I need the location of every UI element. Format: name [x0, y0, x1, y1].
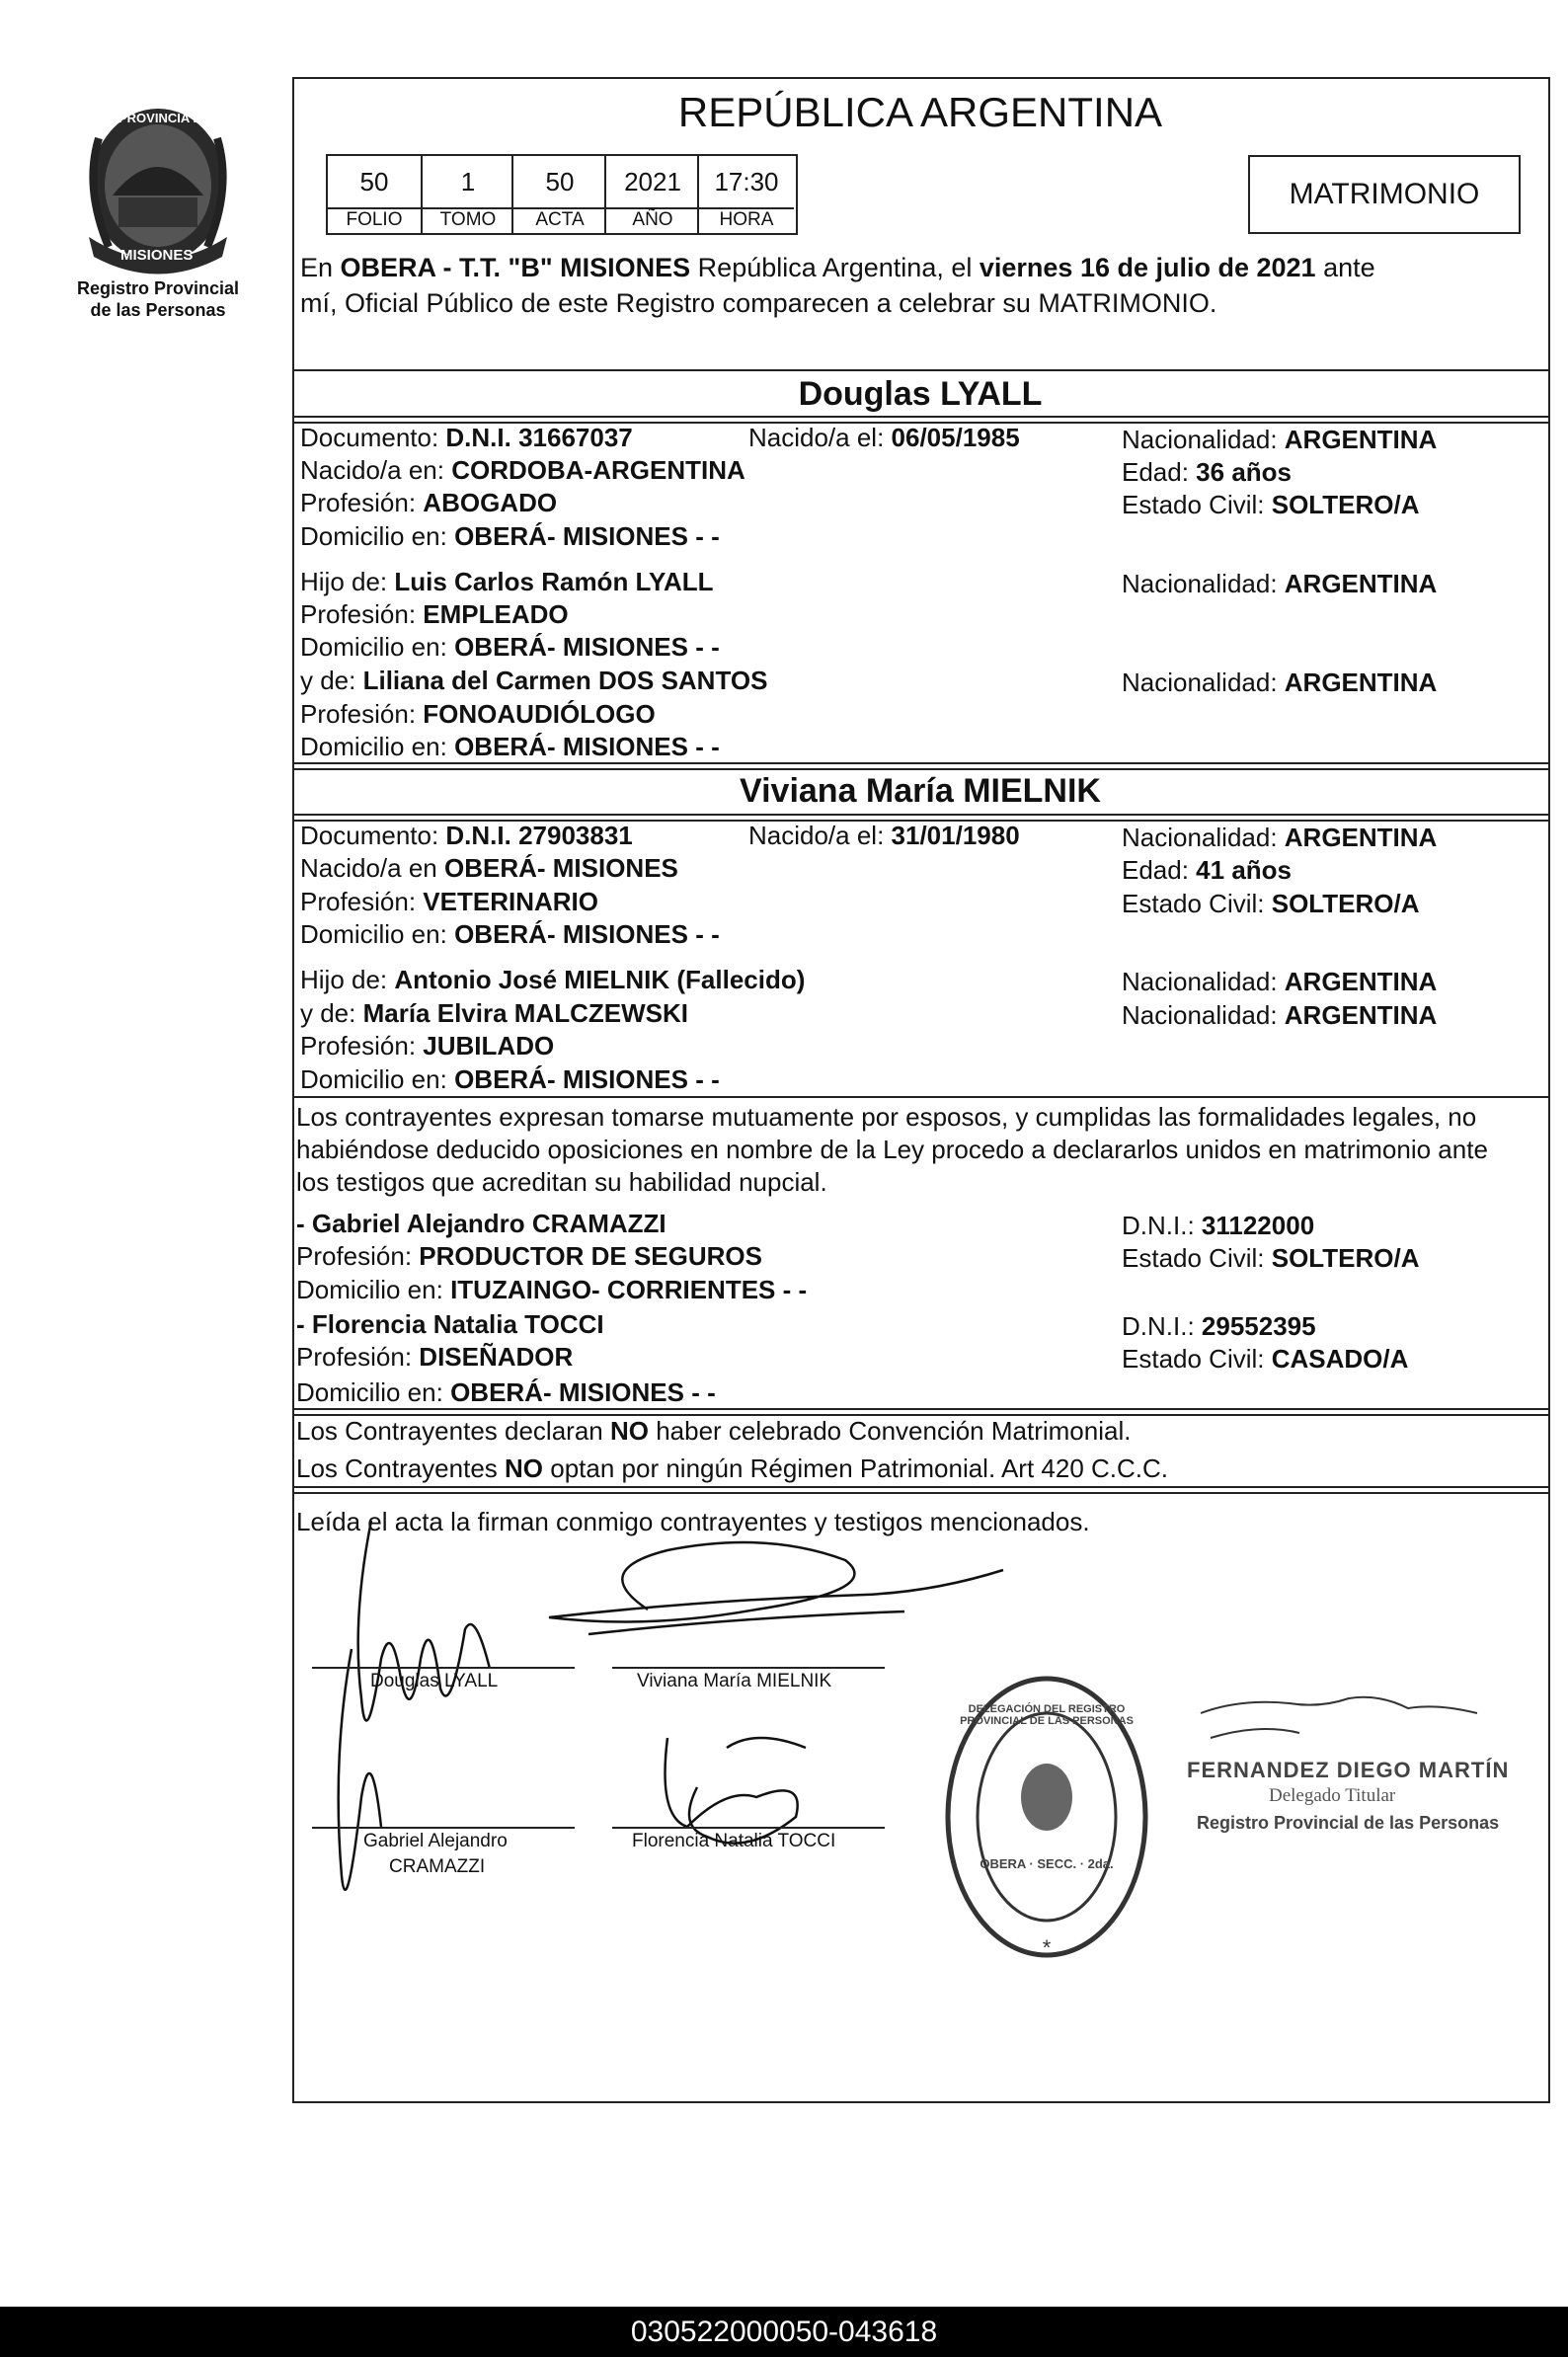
record-field-value: 2021	[606, 156, 699, 209]
record-fields	[326, 154, 798, 235]
spouse1-father-domicile: Domicilio en: OBERÁ- MISIONES - -	[300, 632, 720, 662]
convention-line2: Los Contrayentes NO optan por ningún Régimen Patrimonial. Art 420 C.C.C.	[296, 1453, 1169, 1483]
declaration-line1: Los contrayentes expresan tomarse mutuamente por esposos, y cumplidas las formalidades legales, no	[296, 1102, 1477, 1132]
logo-caption-line2: de las Personas	[90, 300, 226, 320]
spouse1-name: Douglas LYALL	[798, 375, 1043, 413]
signature-douglas-lyall: Douglas LYALL	[370, 1671, 499, 1691]
spouse2-father-nationality: Nacionalidad: ARGENTINA	[1122, 967, 1438, 996]
spouse2-father: Hijo de: Antonio José MIELNIK (Fallecido)	[300, 965, 806, 994]
witness1-name: - Gabriel Alejandro CRAMAZZI	[296, 1209, 666, 1238]
record-field-folio	[328, 156, 421, 233]
document-title: REPÚBLICA ARGENTINA	[677, 89, 1163, 135]
official-office: Registro Provincial de las Personas	[1197, 1813, 1500, 1833]
signature-gabriel-cramazzi-2: CRAMAZZI	[389, 1856, 486, 1877]
witness2-name: - Florencia Natalia TOCCI	[296, 1309, 604, 1339]
record-field-hora	[697, 156, 794, 233]
record-field-año	[604, 156, 699, 233]
spouse2-age: Edad: 41 años	[1122, 855, 1292, 885]
spouse1-birthplace: Nacido/a en: CORDOBA-ARGENTINA	[300, 455, 745, 485]
record-field-value: 1	[423, 156, 513, 209]
spouse1-civil-status: Estado Civil: SOLTERO/A	[1122, 490, 1420, 519]
declaration-line3: los testigos que acreditan su habilidad nupcial.	[296, 1167, 827, 1197]
spouse1-mother-profession: Profesión: FONOAUDIÓLOGO	[300, 699, 656, 729]
logo-caption-line1: Registro Provincial	[76, 278, 240, 298]
official-name: FERNANDEZ DIEGO MARTÍN	[1187, 1758, 1510, 1782]
stamp-ring-text: DELEGACIÓN DEL REGISTRO PROVINCIAL DE LAS PERSONAS	[960, 1703, 1134, 1727]
witness1-civil-status: Estado Civil: SOLTERO/A	[1122, 1243, 1420, 1273]
emblem-text-bottom: MISIONES	[120, 247, 194, 264]
record-field-tomo	[421, 156, 513, 233]
spouse2-mother-domicile: Domicilio en: OBERÁ- MISIONES - -	[300, 1064, 720, 1094]
signatures-intro: Leída el acta la firman conmigo contrayentes y testigos mencionados.	[296, 1507, 1090, 1536]
act-type: MATRIMONIO	[1289, 178, 1480, 210]
spouse1-birthdate: Nacido/a el: 06/05/1985	[748, 423, 1020, 452]
intro-date: viernes 16 de julio de 2021	[979, 253, 1316, 282]
witness2-civil-status: Estado Civil: CASADO/A	[1122, 1344, 1409, 1374]
barcode-number: 030522000050-043618	[630, 2316, 938, 2348]
record-field-label: ACTA	[535, 209, 585, 230]
spouse2-mother-nationality: Nacionalidad: ARGENTINA	[1122, 1000, 1438, 1030]
record-field-value: 17:30	[699, 156, 794, 209]
spouse1-domicile: Domicilio en: OBERÁ- MISIONES - -	[300, 521, 720, 551]
witness1-profession: Profesión: PRODUCTOR DE SEGUROS	[296, 1241, 762, 1271]
spouse2-nationality: Nacionalidad: ARGENTINA	[1122, 823, 1438, 852]
spouse2-domicile: Domicilio en: OBERÁ- MISIONES - -	[300, 919, 720, 949]
spouse2-birthplace: Nacido/a en OBERÁ- MISIONES	[300, 853, 678, 883]
spouse2-mother-profession: Profesión: JUBILADO	[300, 1031, 555, 1061]
spouse1-age: Edad: 36 años	[1122, 457, 1292, 487]
spouse1-father: Hijo de: Luis Carlos Ramón LYALL	[300, 567, 714, 596]
witness2-profession: Profesión: DISEÑADOR	[296, 1342, 574, 1372]
signature-florencia-tocci: Florencia Natalia TOCCI	[632, 1831, 836, 1851]
witness1-domicile: Domicilio en: ITUZAINGO- CORRIENTES - -	[296, 1275, 808, 1304]
signature-viviana-mielnik: Viviana María MIELNIK	[637, 1671, 832, 1691]
record-field-label: FOLIO	[346, 209, 403, 230]
spouse2-birthdate: Nacido/a el: 31/01/1980	[748, 821, 1020, 850]
declaration-line2: habiéndose deducido oposiciones en nombre de la Ley procedo a declararlos unidos en matrimonio ante	[296, 1135, 1488, 1164]
spouse2-profession: Profesión: VETERINARIO	[300, 887, 598, 916]
record-field-acta	[511, 156, 606, 233]
spouse1-mother-nationality: Nacionalidad: ARGENTINA	[1122, 668, 1438, 697]
spouse2-civil-status: Estado Civil: SOLTERO/A	[1122, 889, 1420, 918]
spouse1-profession: Profesión: ABOGADO	[300, 488, 558, 517]
spouse2-name: Viviana María MIELNIK	[740, 772, 1101, 810]
intro-place: OBERA - T.T. "B" MISIONES	[340, 253, 691, 282]
spouse1-father-profession: Profesión: EMPLEADO	[300, 599, 569, 629]
emblem-text-top: PROVINCIA DE	[118, 111, 211, 125]
convention-line1: Los Contrayentes declaran NO haber celebrado Convención Matrimonial.	[296, 1416, 1132, 1446]
spouse1-document: Documento: D.N.I. 31667037	[300, 423, 633, 452]
witness1-dni: D.N.I.: 31122000	[1122, 1211, 1315, 1240]
spouse2-mother: y de: María Elvira MALCZEWSKI	[300, 998, 688, 1028]
spouse1-father-nationality: Nacionalidad: ARGENTINA	[1122, 569, 1438, 598]
intro-line2: mí, Oficial Público de este Registro comparecen a celebrar su MATRIMONIO.	[300, 288, 1217, 318]
province-logo	[59, 99, 257, 326]
witness2-domicile: Domicilio en: OBERÁ- MISIONES - -	[296, 1377, 716, 1407]
record-field-value: 50	[513, 156, 606, 209]
spouse1-mother-domicile: Domicilio en: OBERÁ- MISIONES - -	[300, 732, 720, 761]
record-field-label: TOMO	[439, 209, 497, 230]
record-field-value: 50	[328, 156, 421, 209]
official-role: Delegado Titular	[1269, 1785, 1396, 1806]
barcode-strip	[0, 2307, 1568, 2357]
svg-text:*: *	[1042, 1935, 1052, 1960]
record-field-label: AÑO	[632, 209, 673, 230]
witness2-dni: D.N.I.: 29552395	[1122, 1311, 1316, 1341]
spouse1-mother: y de: Liliana del Carmen DOS SANTOS	[300, 666, 768, 695]
spouse2-document: Documento: D.N.I. 27903831	[300, 821, 633, 850]
stamp-inner-text: OBERA · SECC. · 2da.	[980, 1856, 1114, 1871]
spouse1-nationality: Nacionalidad: ARGENTINA	[1122, 425, 1438, 454]
signature-gabriel-cramazzi-1: Gabriel Alejandro	[363, 1831, 508, 1851]
intro-line1: En OBERA - T.T. "B" MISIONES República Argentina, el viernes 16 de julio de 2021 ante	[300, 253, 1375, 282]
act-type-box	[1248, 155, 1521, 234]
record-field-label: HORA	[719, 209, 774, 230]
